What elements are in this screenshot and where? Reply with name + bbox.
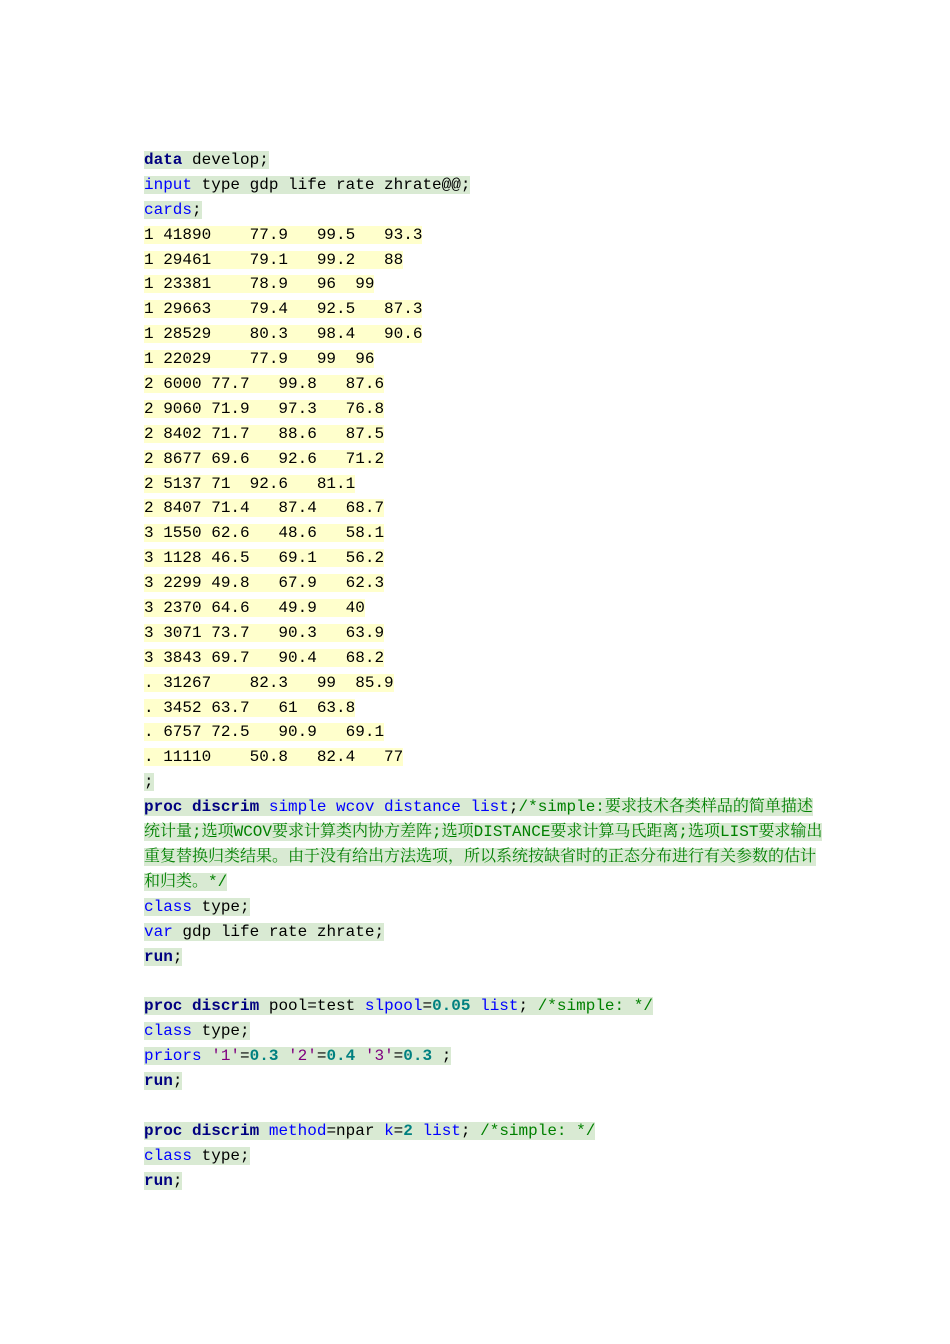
data-row-text: 1 29663 79.4 92.5 87.3 <box>144 300 423 319</box>
data-row-text: 1 29461 79.1 99.2 88 <box>144 250 404 269</box>
code-line: var gdp life rate zhrate; <box>144 922 385 941</box>
data-row-text: 3 3843 69.7 90.4 68.2 <box>144 648 385 667</box>
data-row <box>144 571 824 596</box>
code-line: run; <box>144 1171 183 1190</box>
data-row <box>144 720 824 745</box>
data-rows <box>144 223 824 771</box>
proc2-statement: proc discrim pool=test slpool=0.05 list; /*simple: */ <box>144 997 653 1016</box>
data-row <box>144 671 824 696</box>
blank-line <box>144 1094 824 1119</box>
data-row <box>144 621 824 646</box>
proc1-comment: /*simple:要求技术各类样品的简单描述统计量;选项WCOV要求计算类内协方差阵;选项DISTANCE要求计算马氏距离;选项LIST要求输出重复替换归类结果。由于没有给出方法选项，所以系统按缺省时的正态分布进行有关参数的估计和归类。*/ <box>144 798 823 891</box>
data-row-text: 2 8407 71.4 87.4 68.7 <box>144 499 385 518</box>
data-row-text: 3 1550 62.6 48.6 58.1 <box>144 524 385 543</box>
data-row-text: 3 1128 46.5 69.1 56.2 <box>144 549 385 568</box>
data-row <box>144 297 824 322</box>
data-row <box>144 397 824 422</box>
data-row <box>144 223 824 248</box>
proc3-statement: proc discrim method=npar k=2 list; /*simple: */ <box>144 1121 596 1140</box>
data-row <box>144 447 824 472</box>
data-row <box>144 422 824 447</box>
data-row <box>144 472 824 497</box>
code-line: priors '1'=0.3 '2'=0.4 '3'=0.3 ; <box>144 1047 452 1066</box>
data-row-text: . 6757 72.5 90.9 69.1 <box>144 723 385 742</box>
data-row <box>144 272 824 297</box>
code-line: input type gdp life rate zhrate@@; <box>144 175 471 194</box>
code-line: class type; <box>144 1022 250 1041</box>
data-row-text: . 11110 50.8 82.4 77 <box>144 748 404 767</box>
code-line: class type; <box>144 897 250 916</box>
code-line: data develop; <box>144 151 269 169</box>
data-row-text: 2 9060 71.9 97.3 76.8 <box>144 399 385 418</box>
data-row <box>144 347 824 372</box>
data-row <box>144 496 824 521</box>
code-line: run; <box>144 1072 183 1091</box>
data-row <box>144 646 824 671</box>
data-row <box>144 696 824 721</box>
code-line: run; <box>144 947 183 966</box>
data-row <box>144 745 824 770</box>
data-row <box>144 372 824 397</box>
code-line: class type; <box>144 1146 250 1165</box>
data-row-text: 1 22029 77.9 99 96 <box>144 350 375 369</box>
proc1-statement: proc discrim simple wcov distance list;/*simple:要求技术各类样品的简单描述统计量;选项WCOV要求计算类内协方差阵;选项DISTANCE要求计算马氏距离;选项LIST要求输出重复替换归类结果。由于没有给出方法选项，所以系统按缺省时的正态分布进行有关参数的估计和归类。*/ <box>144 798 823 891</box>
data-row-text: 2 8402 71.7 88.6 87.5 <box>144 424 385 443</box>
code-line: cards; <box>144 200 202 219</box>
data-row-text: . 31267 82.3 99 85.9 <box>144 673 394 692</box>
data-row-text: 2 6000 77.7 99.8 87.6 <box>144 375 385 394</box>
data-row <box>144 546 824 571</box>
data-row-text: 1 41890 77.9 99.5 93.3 <box>144 225 423 244</box>
data-row <box>144 596 824 621</box>
data-row <box>144 521 824 546</box>
data-row-text: 2 8677 69.6 92.6 71.2 <box>144 449 385 468</box>
data-row-text: 3 2299 49.8 67.9 62.3 <box>144 574 385 593</box>
data-row <box>144 322 824 347</box>
code-line: ; <box>144 773 154 792</box>
data-row-text: 1 28529 80.3 98.4 90.6 <box>144 325 423 344</box>
data-row-text: . 3452 63.7 61 63.8 <box>144 698 356 717</box>
data-row <box>144 248 824 273</box>
blank-line <box>144 969 824 994</box>
data-row-text: 3 3071 73.7 90.3 63.9 <box>144 623 385 642</box>
data-row-text: 1 23381 78.9 96 99 <box>144 275 375 294</box>
document-page <box>144 148 824 1193</box>
sas-code-block <box>144 148 824 1193</box>
data-row-text: 2 5137 71 92.6 81.1 <box>144 474 356 493</box>
data-row-text: 3 2370 64.6 49.9 40 <box>144 599 365 618</box>
